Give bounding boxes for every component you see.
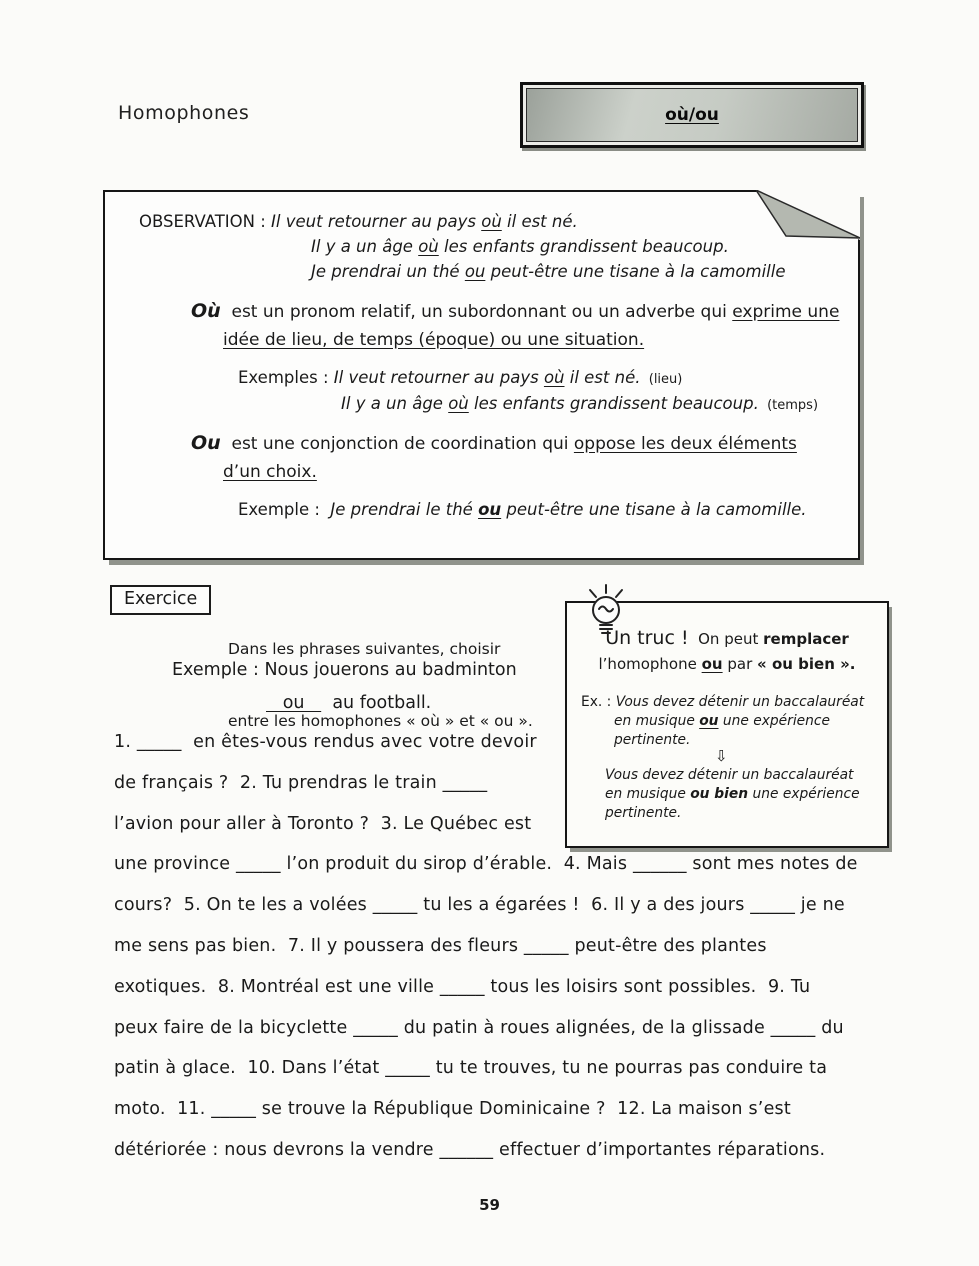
tip-example-line-3: pertinente.	[614, 732, 691, 748]
exercise-line: patin à glace. 10. Dans l’état _____ tu te trouves, tu ne pourras pas conduire ta	[114, 1058, 828, 1079]
exercise-line: l’avion pour aller à Toronto ? 3. Le Québec est	[114, 813, 532, 834]
exercise-instructions-line-1: Dans les phrases suivantes, choisir	[228, 640, 501, 658]
exercise-line: exotiques. 8. Montréal est une ville _____ tous les loisirs sont possibles. 9. Tu	[114, 976, 811, 997]
exercise-instructions-line-2: entre les homophones « où » et « ou ».	[228, 712, 533, 730]
exercise-sentences	[114, 722, 904, 1171]
tip-result-line-1: Vous devez détenir un baccalauréat	[605, 767, 854, 783]
rule-ou-accent-example-2: Il y a un âge où les enfants grandissent beaucoup. (temps)	[341, 394, 819, 413]
rule-ou-accent-line-2: idée de lieu, de temps (époque) ou une situation.	[223, 330, 645, 350]
homophone-tag-box	[520, 82, 864, 148]
exercise-label: Exercice	[110, 585, 211, 615]
observation-sentence-1: OBSERVATION : Il veut retourner au pays où il est né.	[139, 212, 578, 231]
folded-corner-icon	[756, 190, 860, 240]
exercise-line: peux faire de la bicyclette _____ du patin à roues alignées, de la glissade _____ du	[114, 1017, 844, 1038]
observation-sentence-2: Il y a un âge où les enfants grandissent beaucoup.	[311, 237, 729, 256]
observation-sentence-3: Je prendrai un thé ou peut-être une tisane à la camomille	[311, 262, 786, 281]
exercise-line: de français ? 2. Tu prendras le train _____	[114, 772, 488, 793]
tip-example-line-1: Ex. : Vous devez détenir un baccalauréat	[581, 694, 865, 710]
exercise-example-line-2: ou au football.	[266, 693, 432, 713]
rule-ou-example: Exemple : Je prendrai le thé ou peut-être une tisane à la camomille.	[238, 500, 807, 519]
tip-example-line-2: en musique ou une expérience	[614, 713, 830, 729]
tip-title-line-2: l’homophone ou par « ou bien ».	[598, 655, 856, 673]
observation-box	[103, 190, 860, 560]
exercise-line: une province _____ l’on produit du sirop d’érable. 4. Mais ______ sont mes notes de	[114, 854, 858, 875]
tip-result-line-2: en musique ou bien une expérience	[605, 786, 860, 802]
exercise-example-line-1: Exemple : Nous jouerons au badminton	[172, 660, 517, 680]
exercise-line: cours? 5. On te les a volées _____ tu les a égarées ! 6. Il y a des jours _____ je ne	[114, 895, 845, 916]
tip-title-line-1: Un truc ! On peut remplacer	[605, 627, 849, 649]
lightbulb-icon	[583, 583, 629, 645]
exercise-line: 1. _____ en êtes-vous rendus avec votre devoir	[114, 732, 537, 752]
page-number: 59	[479, 1196, 500, 1214]
rule-ou-accent-example-1: Exemples : Il veut retourner au pays où il est né. (lieu)	[238, 368, 683, 387]
rule-ou-line-2: d’un choix.	[223, 462, 317, 482]
exercise-line: moto. 11. _____ se trouve la République Dominicaine ? 12. La maison s’est	[114, 1099, 791, 1120]
exercise-line: détériorée : nous devrons la vendre ______ effectuer d’importantes réparations.	[114, 1139, 826, 1160]
down-arrow-icon: ⇩	[715, 747, 728, 765]
homophone-tag-label: où/ou	[526, 88, 858, 142]
page-title: Homophones	[118, 102, 250, 124]
exercise-line: me sens pas bien. 7. Il y poussera des fleurs _____ peut-être des plantes	[114, 935, 767, 956]
tip-result-line-3: pertinente.	[605, 805, 682, 821]
rule-ou-line-1: Ou est une conjonction de coordination qui oppose les deux éléments	[191, 432, 797, 454]
rule-ou-accent-line-1: Où est un pronom relatif, un subordonnant ou un adverbe qui exprime une	[191, 300, 840, 322]
